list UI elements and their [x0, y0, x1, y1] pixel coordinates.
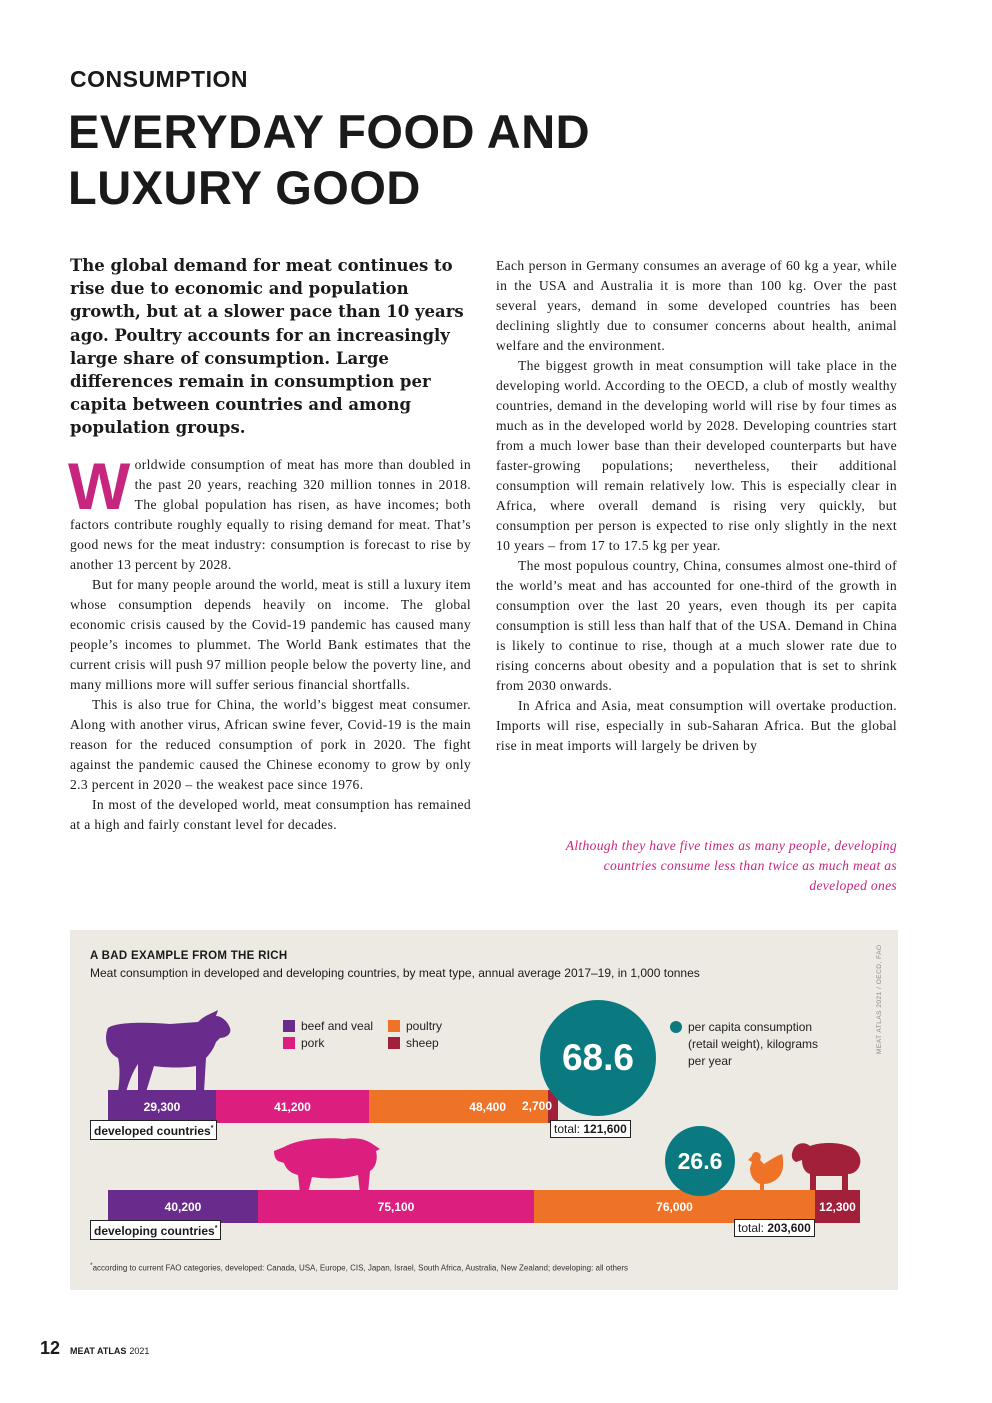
category-label-developing	[90, 1220, 221, 1240]
footnote-marker: *	[214, 1225, 218, 1232]
chicken-icon	[746, 1150, 786, 1192]
body-paragraph: The most populous country, China, consumes almost one-third of the world’s meat and has accounted for one-third of the growth in consumption over the last 20 years, even though its per capita consumption is still less than half that of the USA. Demand in China is likely to continue to rise, though at a much slower rate due to rising concerns about obesity and a population that is set to shrink from 2030 onwards.	[496, 558, 897, 693]
body-column-left	[68, 449, 471, 835]
sheep-icon	[790, 1140, 862, 1192]
page-title: EVERYDAY FOOD AND LUXURY GOOD	[68, 105, 591, 214]
publication-name: MEAT ATLAS	[70, 1346, 127, 1356]
legend-poultry	[388, 1019, 442, 1033]
legend-sheep	[388, 1036, 439, 1050]
body-paragraph: In Africa and Asia, meat consumption will overtake production. Imports will rise, especially in sub-Saharan Africa. But the global rise in meat imports will largely be driven by	[496, 698, 897, 753]
bar-developing-pork: 75,100	[258, 1190, 534, 1223]
page-footer	[40, 1338, 149, 1359]
total-prefix: total:	[554, 1122, 581, 1136]
legend-label: poultry	[406, 1019, 443, 1033]
source-text: MEAT ATLAS 2021 / OECD, FAO	[876, 944, 883, 1054]
category-label-developed	[90, 1120, 217, 1140]
publication-year: 2021	[129, 1346, 150, 1356]
legend-beef	[283, 1019, 373, 1033]
chart-title: A BAD EXAMPLE FROM THE RICH	[90, 950, 288, 962]
body-paragraph: But for many people around the world, meat is still a luxury item whose consumption depends heavily on income. The global economic crisis caused by the Covid-19 pandemic has caused many people’s incomes to plummet. The World Bank estimates that the current crisis will push 97 million people below the poverty line, and many millions more will suffer serious financial shortfalls.	[70, 577, 471, 692]
body-paragraph	[68, 449, 471, 575]
footnote-marker: *	[90, 1262, 93, 1269]
total-value: 121,600	[583, 1122, 627, 1136]
lead-paragraph: The global demand for meat continues to rise due to economic and population growth, but at a slower pace than 10 years ago. Poultry accounts for an increasingly large share of consumption. Large differences remain in consumption per capita between countries and among population groups.	[70, 256, 464, 438]
total-developed	[550, 1120, 631, 1138]
body-column-right	[496, 256, 897, 756]
chart-subtitle: Meat consumption in developed and developing countries, by meat type, annual average 2017–19, in 1,000 tonnes	[90, 966, 700, 980]
bar-developing-beef: 40,200	[108, 1190, 258, 1223]
footnote-text: according to current FAO categories, developed: Canada, USA, Europe, CIS, Japan, Israel, South Africa, Australia, New Zealand; developing: all others	[92, 1263, 629, 1273]
total-value: 203,600	[767, 1221, 811, 1235]
drop-cap: W	[68, 449, 131, 523]
per-capita-developing: 26.6	[665, 1126, 735, 1196]
per-capita-developed: 68.6	[540, 1000, 656, 1116]
body-paragraph: This is also true for China, the world’s biggest meat consumer. Along with another virus, African swine fever, Covid-19 is the main reason for the reduced consumption of pork in 2020. The fight against the pandemic caused the Chinese economy to grow by only 2.3 percent in 2020 – the weakest pace since 1976.	[70, 697, 471, 792]
body-text: orldwide consumption of meat has more than doubled in the past 20 years, reaching 320 million tonnes in 2018. The global population has risen, as have incomes; both factors contribute roughly equally to rising demand for meat. That’s good news for the meat industry: consumption is forecast to rise by another 13 percent by 2028.	[70, 457, 471, 572]
total-prefix: total:	[738, 1221, 765, 1235]
legend-label: per capita consumption (retail weight), kilograms per year	[688, 1020, 819, 1068]
legend-swatch	[283, 1020, 295, 1032]
body-paragraph: The biggest growth in meat consumption will take place in the developing world. According to the OECD, a club of mostly wealthy countries, demand in the developing world will rise by four times as much as in the developed world by 2028. Developing countries start from a much lower base than their developed counterparts but have faster-growing populations; nevertheless, their additional consumption will remain relatively low. This is especially clear in Africa, where overall demand is rising very quickly, but consumption per person is expected to rise only slightly in the next 10 years – from 17 to 17.5 kg per year.	[496, 358, 897, 553]
bar-developed-pork: 41,200	[216, 1090, 369, 1123]
footnote-marker: *	[210, 1125, 214, 1132]
section-kicker: CONSUMPTION	[70, 66, 248, 92]
legend-label: beef and veal	[301, 1019, 374, 1033]
legend-per-capita	[670, 1019, 830, 1070]
bar-developed-beef: 29,300	[108, 1090, 216, 1123]
label-developed-sheep: 2,700	[522, 1099, 553, 1113]
chart-source	[876, 942, 888, 1062]
cow-icon	[106, 1008, 236, 1094]
legend-pork	[283, 1036, 324, 1050]
body-paragraph: In most of the developed world, meat consumption has remained at a high and fairly constant level for decades.	[70, 797, 471, 832]
bar-developed-poultry: 48,400	[369, 1090, 548, 1123]
page-number: 12	[40, 1338, 61, 1358]
bar-developing-poultry: 76,000	[534, 1190, 815, 1223]
legend-swatch	[283, 1037, 295, 1049]
pig-icon	[274, 1135, 380, 1193]
chart-panel	[70, 930, 898, 1290]
category-text: developed countries	[94, 1124, 211, 1138]
legend-swatch	[388, 1037, 400, 1049]
chart-footnote	[90, 1262, 628, 1273]
chart-caption: Although they have five times as many people, developing countries consume less than twice as much meat as developed ones	[565, 838, 897, 893]
body-paragraph: Each person in Germany consumes an average of 60 kg a year, while in the USA and Australia it is more than 100 kg. Over the past several years, demand in some developed countries has been declining slightly due to consumer concerns about health, animal welfare and the environment.	[496, 258, 897, 353]
legend-swatch	[670, 1021, 682, 1033]
legend-label: pork	[301, 1036, 325, 1050]
legend-label: sheep	[406, 1036, 439, 1050]
total-developing	[734, 1219, 815, 1237]
category-text: developing countries	[94, 1224, 215, 1238]
bar-developing-sheep: 12,300	[815, 1190, 860, 1223]
legend-swatch	[388, 1020, 400, 1032]
